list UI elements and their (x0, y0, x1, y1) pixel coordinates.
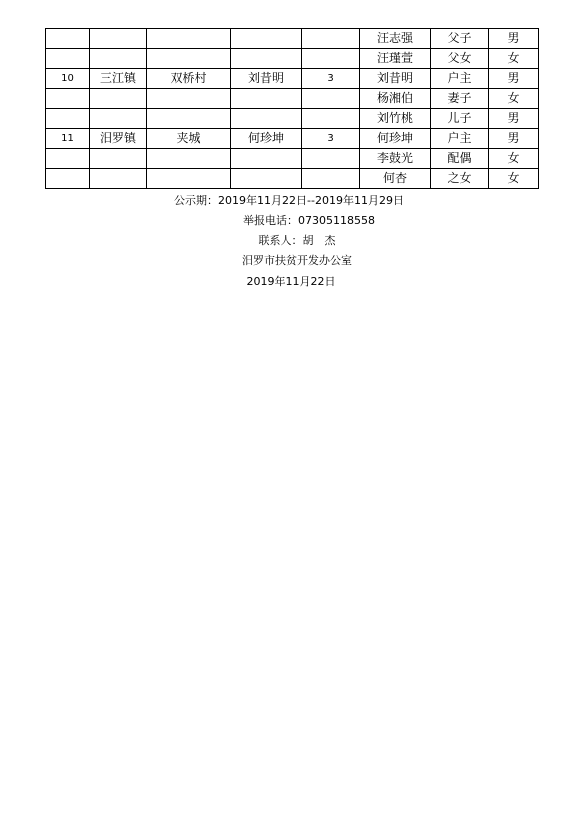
table-cell-town: 三江镇 (90, 69, 147, 89)
table-cell-gender: 男 (489, 109, 539, 129)
table-cell-relation: 父女 (431, 49, 489, 69)
table-row (46, 69, 539, 89)
table-row (46, 169, 539, 189)
table-cell-village: 夹城 (147, 129, 231, 149)
table-cell-gender: 女 (489, 89, 539, 109)
table-cell-index (46, 169, 90, 189)
table-row (46, 29, 539, 49)
table-cell-relation: 配偶 (431, 149, 489, 169)
contact-person: 联系人：胡 杰 (258, 234, 336, 247)
table-row (46, 149, 539, 169)
table-cell-size (302, 149, 360, 169)
table-cell-town (90, 29, 147, 49)
table-cell-head (231, 49, 302, 69)
table-cell-index: 10 (46, 69, 90, 89)
table-cell-head (231, 89, 302, 109)
table-cell-size (302, 29, 360, 49)
table-cell-size: 3 (302, 129, 360, 149)
table-cell-member: 刘昔明 (360, 69, 431, 89)
issuing-office: 汨罗市扶贫开发办公室 (242, 254, 352, 267)
table-cell-gender: 女 (489, 49, 539, 69)
table-body (46, 29, 539, 189)
table-cell-head (231, 109, 302, 129)
table-cell-relation: 户主 (431, 69, 489, 89)
table-cell-village (147, 89, 231, 109)
table-cell-index (46, 89, 90, 109)
table-cell-village (147, 29, 231, 49)
table-row (46, 109, 539, 129)
table-cell-member: 杨湘伯 (360, 89, 431, 109)
table-row (46, 49, 539, 69)
table-cell-member: 李鼓光 (360, 149, 431, 169)
table-cell-town: 汨罗镇 (90, 129, 147, 149)
table-row (46, 129, 539, 149)
table-cell-member: 刘竹桃 (360, 109, 431, 129)
table-cell-village (147, 149, 231, 169)
table-cell-index (46, 149, 90, 169)
table-cell-head (231, 149, 302, 169)
issue-date: 2019年11月22日 (246, 275, 336, 288)
table-cell-size (302, 109, 360, 129)
table-cell-gender: 男 (489, 69, 539, 89)
table-cell-index (46, 109, 90, 129)
table-cell-head: 何珍坤 (231, 129, 302, 149)
table-cell-town (90, 109, 147, 129)
table-cell-index: 11 (46, 129, 90, 149)
table-cell-size (302, 49, 360, 69)
table-row (46, 89, 539, 109)
table-cell-head (231, 29, 302, 49)
table-cell-village (147, 49, 231, 69)
table-cell-relation: 妻子 (431, 89, 489, 109)
table-cell-gender: 女 (489, 169, 539, 189)
table-cell-head (231, 169, 302, 189)
table-cell-gender: 女 (489, 149, 539, 169)
table-cell-size (302, 169, 360, 189)
table-cell-gender: 男 (489, 129, 539, 149)
table-cell-size: 3 (302, 69, 360, 89)
table-cell-village: 双桥村 (147, 69, 231, 89)
table-cell-town (90, 169, 147, 189)
table-cell-member: 何珍坤 (360, 129, 431, 149)
table-cell-town (90, 89, 147, 109)
table-cell-head: 刘昔明 (231, 69, 302, 89)
table-cell-size (302, 89, 360, 109)
table-cell-town (90, 149, 147, 169)
table-cell-relation: 儿子 (431, 109, 489, 129)
table-cell-index (46, 29, 90, 49)
table-cell-relation: 父子 (431, 29, 489, 49)
table-cell-gender: 男 (489, 29, 539, 49)
table-cell-index (46, 49, 90, 69)
publicity-period: 公示期：2019年11月22日--2019年11月29日 (174, 194, 404, 207)
table-cell-member: 汪瑾萱 (360, 49, 431, 69)
poverty-household-table (45, 28, 539, 189)
table-cell-town (90, 49, 147, 69)
table-cell-member: 汪志强 (360, 29, 431, 49)
table-cell-village (147, 109, 231, 129)
report-phone: 举报电话：07305118558 (243, 214, 375, 227)
table-cell-relation: 户主 (431, 129, 489, 149)
table-cell-village (147, 169, 231, 189)
table-cell-member: 何杏 (360, 169, 431, 189)
table-cell-relation: 之女 (431, 169, 489, 189)
